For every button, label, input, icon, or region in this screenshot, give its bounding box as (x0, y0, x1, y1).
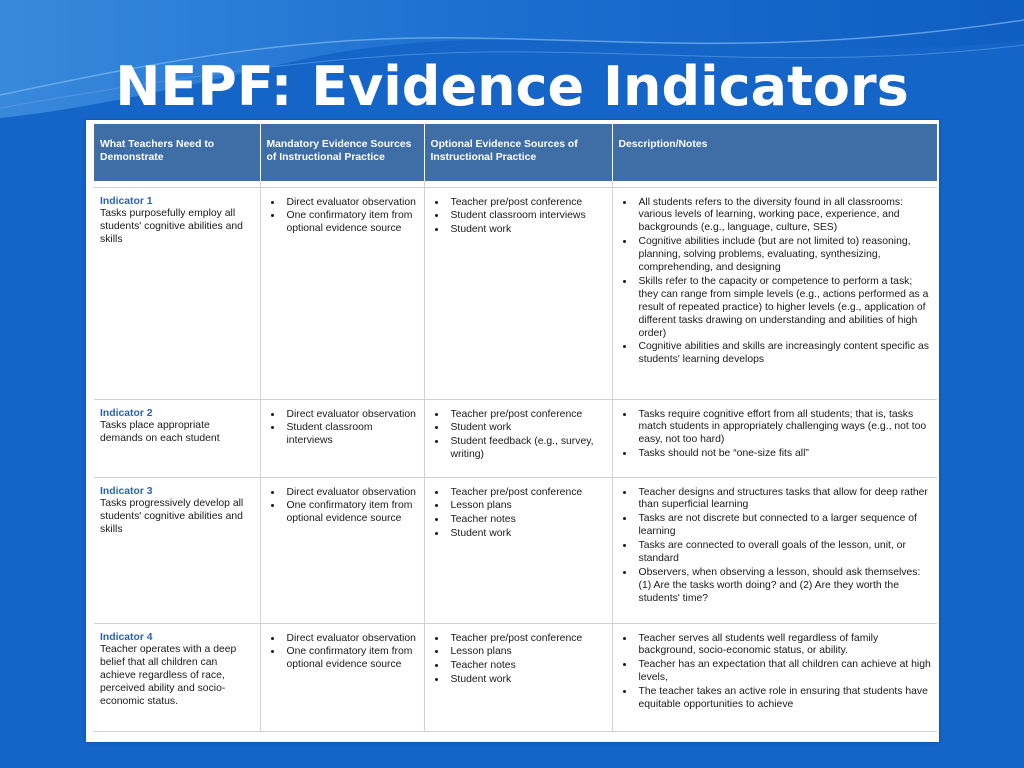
list-item: • Teacher notes (447, 659, 606, 673)
column-header: Mandatory Evidence Sources of Instructional Practice (260, 124, 424, 181)
notes-cell (612, 477, 937, 623)
list-item: • Direct evaluator observation (283, 408, 418, 422)
list-item: • Lesson plans (447, 499, 606, 513)
list-item: • The teacher takes an active role in ensuring that students have equitable opportunities to achieve (635, 685, 932, 712)
table-row (94, 623, 937, 731)
list-item: • One confirmatory item from optional evidence source (283, 209, 418, 236)
list-item: • Tasks require cognitive effort from all students; that is, tasks match students in appropriately challenging ways (e.g., not too easy, not too hard) (635, 408, 932, 448)
indicator-title: Indicator 3 (100, 485, 153, 497)
column-header: Optional Evidence Sources of Instructional Practice (424, 124, 612, 181)
list-item: • Student classroom interviews (283, 421, 418, 448)
indicator-description: Tasks place appropriate demands on each student (100, 420, 220, 445)
indicator-title: Indicator 1 (100, 195, 153, 207)
list-item: • Teacher designs and structures tasks that allow for deep rather than superficial learning (635, 486, 932, 513)
table-row (94, 399, 937, 477)
indicator-title: Indicator 2 (100, 407, 153, 419)
list-item: • Student work (447, 223, 606, 237)
list-item: • All students refers to the diversity found in all classrooms: various levels of learning, working pace, experience, and backgrounds (e.g., language, culture, SES) (635, 196, 932, 236)
demonstrate-cell (94, 477, 260, 623)
list-item: • Student work (447, 421, 606, 435)
list-item: • Student classroom interviews (447, 209, 606, 223)
list-item: • Teacher pre/post conference (447, 408, 606, 422)
list-item: • Teacher has an expectation that all children can achieve at high levels, (635, 658, 932, 685)
list-item: • Skills refer to the capacity or competence to perform a task; they can range from simple levels (e.g., actions performed as a result of repeated practice) to higher levels (e.g., application of different tasks drawing on understanding and abilities of high order) (635, 275, 932, 341)
list-item: • Direct evaluator observation (283, 196, 418, 210)
list-item: • Student work (447, 527, 606, 541)
table-row (94, 477, 937, 623)
list-item: • Observers, when observing a lesson, should ask themselves: (1) Are the tasks worth doing? and (2) Are they worth the students' time? (635, 566, 932, 606)
table-header-row (94, 124, 937, 181)
list-item: • Tasks are not discrete but connected to a larger sequence of learning (635, 512, 932, 539)
table-row (94, 187, 937, 399)
column-header: Description/Notes (612, 124, 937, 181)
slide-title: NEPF: Evidence Indicators (115, 55, 909, 118)
list-item: • Student feedback (e.g., survey, writing) (447, 435, 606, 462)
list-item: • Cognitive abilities and skills are increasingly content specific as students' learning develops (635, 340, 932, 367)
demonstrate-cell (94, 187, 260, 399)
demonstrate-cell (94, 399, 260, 477)
list-item: • Direct evaluator observation (283, 632, 418, 646)
list-item: • Direct evaluator observation (283, 486, 418, 500)
list-item: • Teacher serves all students well regardless of family background, socio-economic status, or ability. (635, 632, 932, 659)
column-header: What Teachers Need to Demonstrate (94, 124, 260, 181)
list-item: • One confirmatory item from optional evidence source (283, 645, 418, 672)
optional-cell (424, 623, 612, 731)
list-item: • Teacher pre/post conference (447, 196, 606, 210)
list-item: • Teacher pre/post conference (447, 486, 606, 500)
optional-cell (424, 187, 612, 399)
evidence-indicators-table (94, 124, 937, 732)
indicator-title: Indicator 4 (100, 631, 153, 643)
indicator-description: Teacher operates with a deep belief that all children can achieve regardless of race, perceived ability and socio-economic status. (100, 644, 237, 708)
notes-cell (612, 399, 937, 477)
list-item: • Teacher pre/post conference (447, 632, 606, 646)
list-item: • One confirmatory item from optional evidence source (283, 499, 418, 526)
optional-cell (424, 477, 612, 623)
notes-cell (612, 187, 937, 399)
mandatory-cell (260, 477, 424, 623)
indicator-description: Tasks progressively develop all students' cognitive abilities and skills (100, 498, 244, 536)
indicator-description: Tasks purposefully employ all students' cognitive abilities and skills (100, 208, 243, 246)
optional-cell (424, 399, 612, 477)
demonstrate-cell (94, 623, 260, 731)
mandatory-cell (260, 187, 424, 399)
list-item: • Tasks should not be “one-size fits all” (635, 447, 932, 461)
list-item: • Cognitive abilities include (but are not limited to) reasoning, planning, solving problems, evaluating, synthesizing, comprehending, and designing (635, 235, 932, 275)
mandatory-cell (260, 399, 424, 477)
notes-cell (612, 623, 937, 731)
evidence-table-document (86, 120, 939, 742)
mandatory-cell (260, 623, 424, 731)
list-item: • Teacher notes (447, 513, 606, 527)
list-item: • Tasks are connected to overall goals of the lesson, unit, or standard (635, 539, 932, 566)
list-item: • Lesson plans (447, 645, 606, 659)
list-item: • Student work (447, 673, 606, 687)
